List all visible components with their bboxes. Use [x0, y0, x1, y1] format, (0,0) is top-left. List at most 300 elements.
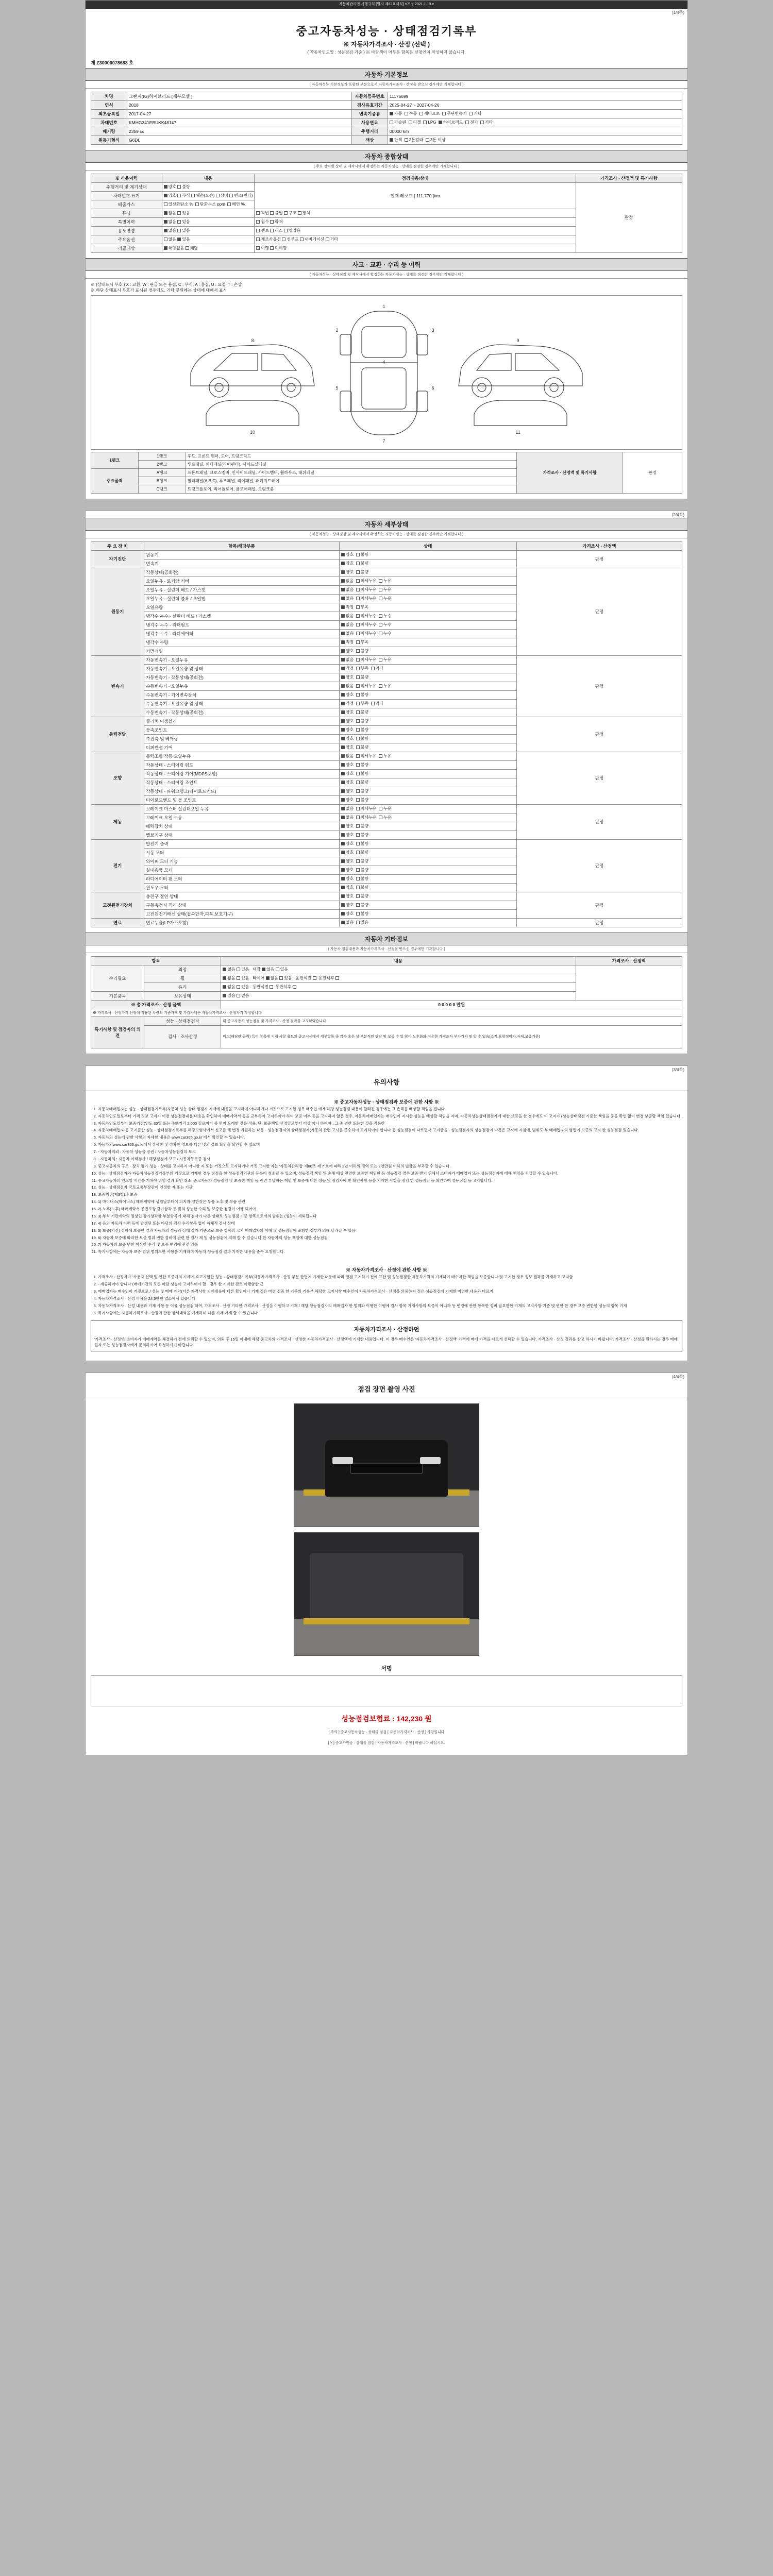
detail-option-label: 불량 [360, 762, 371, 768]
wheel-yes-checkbox[interactable] [237, 976, 240, 980]
overall-7-opt-0: 해당없음 [168, 246, 184, 251]
detail-item-options[interactable] [339, 559, 516, 568]
detail-checkbox-불량[interactable] [356, 745, 360, 749]
accident-rank-table [91, 452, 682, 494]
detail-item-options[interactable] [339, 822, 516, 831]
basic-items-yes-checkbox[interactable] [223, 994, 226, 997]
tire-pos-2-checkbox[interactable] [270, 985, 273, 989]
transmission-manual-checkbox[interactable] [405, 112, 408, 115]
emission-smoke-checkbox[interactable] [227, 202, 231, 206]
tire-pos-0-checkbox[interactable] [313, 976, 316, 980]
option-detail[interactable] [255, 235, 576, 244]
wheel-none-checkbox[interactable] [223, 976, 226, 980]
detail-checkbox-미세누수[interactable] [356, 614, 360, 618]
detail-checkbox-양호[interactable] [341, 710, 345, 714]
detail-option-label: 불량 [360, 885, 371, 890]
exterior-yes-checkbox[interactable] [237, 968, 240, 971]
detail-row [91, 655, 682, 664]
recall-detail[interactable] [255, 244, 576, 252]
detail-checkbox-불량[interactable] [356, 824, 360, 828]
detail-checkbox-적정[interactable] [341, 667, 345, 670]
flood-checkbox[interactable] [256, 220, 260, 224]
detail-item-options[interactable] [339, 673, 516, 682]
detail-checkbox-적정[interactable] [341, 702, 345, 705]
detail-item-options[interactable] [339, 638, 516, 647]
detail-item-options[interactable] [339, 620, 516, 629]
transmission-cvt-checkbox[interactable] [442, 112, 446, 115]
detail-checkbox-과다[interactable] [371, 702, 375, 705]
detail-checkbox-양호[interactable] [341, 728, 345, 732]
detail-item-options[interactable] [339, 690, 516, 699]
vin-altered-checkbox[interactable] [229, 194, 233, 197]
detail-checkbox-불량[interactable] [356, 562, 360, 565]
overall-row-opts-2[interactable]: 일산화탄소 % 탄화수소 ppm 매연 % [162, 200, 255, 209]
interior-row-label: 내장 [253, 967, 261, 972]
detail-item-options[interactable] [339, 848, 516, 857]
detail-item-options[interactable] [339, 550, 516, 559]
tuning-legal-checkbox[interactable] [256, 211, 260, 215]
detail-item-label: 등속조인트 [144, 725, 340, 734]
tuning-none-checkbox[interactable] [164, 211, 167, 215]
detail-item-options[interactable] [339, 743, 516, 752]
detail-item-options[interactable] [339, 813, 516, 822]
vin-damage-checkbox[interactable] [191, 194, 195, 197]
detail-option-label: 불량 [360, 868, 371, 873]
detail-item-options[interactable] [339, 760, 516, 769]
svg-text:4: 4 [382, 359, 385, 365]
detail-checkbox-있음[interactable] [356, 921, 360, 924]
exterior-row-opts[interactable] [221, 965, 576, 974]
detail-checkbox-불량[interactable] [356, 851, 360, 854]
color-single-checkbox[interactable] [390, 138, 393, 142]
detail-checkbox-과다[interactable] [371, 667, 375, 670]
detail-checkbox-불량[interactable] [356, 553, 360, 556]
detail-option-label: 없음 [345, 622, 356, 628]
detail-checkbox-부족[interactable] [356, 667, 360, 670]
detail-item-options[interactable] [339, 831, 516, 839]
page-4 [85, 1372, 688, 1755]
basic-items-opts[interactable] [221, 991, 576, 1000]
detail-item-options[interactable] [339, 839, 516, 848]
detail-checkbox-불량[interactable] [356, 798, 360, 802]
price-survey-body: '가격조사 · 산정'은 소비자가 매매계약을 체결하기 전에 의뢰할 수 있으며, 의뢰 후 15일 이내에 해당 중고차의 가격조사 · 산정한 자동차가격조사 · 산정액에 기재한 내용입니다. 이 경우 매수인은 '자동차가격조사 · 산정액' 가격에 매매 가격을 다르게 선택할 수 있습니다. 가격조사 · 산정 결과를 참고 하시기 바랍니다. 가격조사 · 산정을 원하시는 경우 매매업자 또는 성능점검자에게 문의하시어 요청하시기 바랍니다. [94, 1336, 678, 1348]
detail-item-options[interactable] [339, 883, 516, 892]
detail-checkbox-없음[interactable] [341, 807, 345, 810]
detail-checkbox-양호[interactable] [341, 851, 345, 854]
recall-yes-checkbox[interactable] [186, 246, 189, 250]
detail-checkbox-누유[interactable] [379, 588, 382, 591]
notice-item: 13. 보증범위(제3항)과 보증 [98, 1192, 682, 1198]
detail-checkbox-양호[interactable] [341, 745, 345, 749]
detail-checkbox-부족[interactable] [356, 702, 360, 705]
svg-text:8: 8 [251, 337, 254, 343]
special-note-label: 특기사항 및 점검자의 의견 [91, 1016, 144, 1048]
detail-item-options[interactable] [339, 568, 516, 577]
detail-option-label: 불량 [360, 745, 371, 750]
accident-section-title: 사고 · 교환 · 수리 등 이력 [86, 258, 687, 271]
detail-item-options[interactable] [339, 769, 516, 778]
detail-checkbox-양호[interactable] [341, 763, 345, 767]
detail-item-options[interactable] [339, 682, 516, 690]
tire-yes-checkbox[interactable] [279, 976, 283, 980]
basic-label-6: 원동기형식 [91, 135, 127, 144]
detail-item-options[interactable] [339, 734, 516, 743]
detail-option-label: 양호 [345, 903, 356, 908]
rankA-label: A랭크 [138, 468, 186, 477]
detail-checkbox-불량[interactable] [356, 737, 360, 740]
emission-co-checkbox[interactable] [164, 202, 167, 206]
detail-checkbox-누수[interactable] [379, 632, 382, 635]
detail-item-label: 브레이크 마스터 실린더오일 누유 [144, 804, 340, 813]
lease-checkbox[interactable] [270, 229, 274, 232]
detail-checkbox-불량[interactable] [356, 842, 360, 845]
detail-checkbox-양호[interactable] [341, 737, 345, 740]
detail-checkbox-불량[interactable] [356, 649, 360, 653]
tuning-illegal-checkbox[interactable] [270, 211, 274, 215]
overall-row-opts-5[interactable] [162, 226, 255, 235]
detail-checkbox-누수[interactable] [379, 614, 382, 618]
detail-group-0: 자기진단 [91, 550, 144, 568]
detail-row [91, 550, 682, 559]
tuning-structure-checkbox[interactable] [284, 211, 288, 215]
detail-checkbox-불량[interactable] [356, 886, 360, 889]
emission-hc-checkbox[interactable] [195, 202, 199, 206]
rankB-label: B랭크 [138, 477, 186, 485]
fuel-opt-3: 하이브리드 [443, 120, 463, 125]
detail-checkbox-불량[interactable] [356, 912, 360, 916]
navigation-checkbox[interactable] [300, 238, 304, 241]
detail-option-label: 양호 [345, 876, 356, 882]
detail-checkbox-양호[interactable] [341, 824, 345, 828]
detail-checkbox-양호[interactable] [341, 719, 345, 723]
detail-option-label: 불량 [360, 833, 371, 838]
detail-checkbox-없음[interactable] [341, 588, 345, 591]
detail-checkbox-미세누수[interactable] [356, 623, 360, 626]
detail-checkbox-누유[interactable] [379, 754, 382, 758]
detail-checkbox-없음[interactable] [341, 579, 345, 583]
detail-item-options[interactable] [339, 647, 516, 655]
detail-checkbox-양호[interactable] [341, 798, 345, 802]
detail-item-options[interactable] [339, 857, 516, 866]
detail-checkbox-양호[interactable] [341, 894, 345, 898]
transmission-checks[interactable] [388, 109, 682, 118]
interior-none-checkbox[interactable] [262, 968, 265, 971]
vin-diff-checkbox[interactable] [216, 194, 220, 197]
detail-checkbox-누유[interactable] [379, 579, 382, 583]
sunroof-checkbox[interactable] [282, 238, 285, 241]
detail-checkbox-불량[interactable] [356, 877, 360, 880]
detail-checkbox-없음[interactable] [341, 816, 345, 819]
glass-yes-checkbox[interactable] [237, 985, 240, 989]
detail-checkbox-없음[interactable] [341, 614, 345, 618]
recall-na-checkbox[interactable] [164, 246, 167, 250]
detail-item-options[interactable] [339, 918, 516, 927]
detail-checkbox-불량[interactable] [356, 903, 360, 907]
detail-checkbox-양호[interactable] [341, 675, 345, 679]
detail-item-options[interactable] [339, 612, 516, 620]
wheel-tire-opts[interactable] [221, 974, 576, 982]
fuel-ev-checkbox[interactable] [465, 121, 469, 124]
detail-checkbox-미세누유[interactable] [356, 588, 360, 591]
detail-checkbox-미세누유[interactable] [356, 807, 360, 810]
detail-checkbox-미세누유[interactable] [356, 754, 360, 758]
detail-checkbox-없음[interactable] [341, 623, 345, 626]
overall-0-bad-checkbox[interactable] [177, 185, 181, 189]
detail-checkbox-불량[interactable] [356, 894, 360, 898]
detail-item-options[interactable] [339, 804, 516, 813]
detail-checkbox-불량[interactable] [356, 781, 360, 784]
glass-opts[interactable] [221, 982, 576, 991]
detail-checkbox-불량[interactable] [356, 833, 360, 837]
detail-item-options[interactable] [339, 787, 516, 795]
detail-checkbox-없음[interactable] [341, 684, 345, 688]
overall-6-opt-0: 없음 [168, 237, 177, 242]
detail-checkbox-누유[interactable] [379, 807, 382, 810]
special-none-checkbox[interactable] [164, 220, 167, 224]
tire-pos-3-checkbox[interactable] [293, 985, 296, 989]
detail-option-label: 없음 [345, 614, 356, 619]
exterior-none-checkbox[interactable] [223, 968, 226, 971]
usechange-none-checkbox[interactable] [164, 229, 167, 232]
detail-checkbox-양호[interactable] [341, 903, 345, 907]
detail-item-options[interactable] [339, 585, 516, 594]
detail-item-options[interactable] [339, 795, 516, 804]
business-checkbox[interactable] [284, 229, 288, 232]
detail-checkbox-미세누유[interactable] [356, 597, 360, 600]
detail-checkbox-누수[interactable] [379, 623, 382, 626]
detail-checkbox-불량[interactable] [356, 763, 360, 767]
detail-item-options[interactable] [339, 594, 516, 603]
option-yes-checkbox[interactable] [177, 238, 181, 241]
detail-item-options[interactable] [339, 725, 516, 734]
overall-1-opt-1: 부식 [182, 193, 190, 198]
detail-checkbox-불량[interactable] [356, 772, 360, 775]
detail-item-label: 충전구 절연 상태 [144, 892, 340, 901]
glass-none-checkbox[interactable] [223, 985, 226, 989]
usechange-detail[interactable] [255, 226, 576, 235]
detail-item-options[interactable] [339, 629, 516, 638]
overall-3-opt-1: 있음 [182, 211, 190, 216]
detail-item-options[interactable] [339, 874, 516, 883]
detail-option-label: 과다 [375, 666, 386, 671]
detail-checkbox-미세누유[interactable] [356, 684, 360, 688]
other-price-col [576, 965, 682, 1000]
detail-checkbox-양호[interactable] [341, 772, 345, 775]
detail-checkbox-양호[interactable] [341, 781, 345, 784]
detail-group-price: 판정 [516, 550, 682, 568]
detail-item-options[interactable] [339, 778, 516, 787]
detail-checkbox-부족[interactable] [356, 605, 360, 609]
detail-checkbox-양호[interactable] [341, 886, 345, 889]
detail-item-options[interactable] [339, 603, 516, 612]
special-yes-checkbox[interactable] [177, 220, 181, 224]
notice-item: 15. 2) 노후(노후) 매매계약서 공권보장 감가삼각 등 및의 성능한 수리 및 보증한 점검이 이행 되어야 [98, 1207, 682, 1212]
detail-checkbox-양호[interactable] [341, 693, 345, 697]
tire-pos-2: 동반석전 [253, 985, 269, 990]
detail-item-options[interactable] [339, 664, 516, 673]
detail-checkbox-양호[interactable] [341, 868, 345, 872]
detail-item-label: 자동변속기 - 작동상태(공회전) [144, 673, 340, 682]
detail-checkbox-불량[interactable] [356, 675, 360, 679]
detail-checkbox-불량[interactable] [356, 719, 360, 723]
detail-checkbox-불량[interactable] [356, 570, 360, 574]
detail-option-label: 누유 [383, 579, 394, 584]
overall-row-opts-7[interactable] [162, 244, 255, 252]
detail-checkbox-누유[interactable] [379, 658, 382, 662]
vin-good-checkbox[interactable] [164, 194, 167, 197]
detail-row [91, 892, 682, 901]
overall-row-label-2: 배출가스 [91, 200, 162, 209]
detail-checkbox-없음[interactable] [341, 754, 345, 758]
fuel-gasoline-checkbox[interactable] [390, 121, 393, 124]
detail-item-options[interactable] [339, 708, 516, 717]
detail-option-label: 양호 [345, 798, 356, 803]
detail-checkbox-양호[interactable] [341, 877, 345, 880]
detail-checkbox-미세누유[interactable] [356, 658, 360, 662]
detail-checkbox-부족[interactable] [356, 640, 360, 644]
detail-checkbox-누유[interactable] [379, 684, 382, 688]
fire-checkbox[interactable] [270, 220, 274, 224]
detail-item-options[interactable] [339, 655, 516, 664]
detail-item-label: 자동변속기 - 오일누유 [144, 655, 340, 664]
page-3 [85, 1065, 688, 1362]
overall-row-opts-3[interactable] [162, 209, 255, 217]
detail-item-label: 연료누출(LP가스포함) [144, 918, 340, 927]
signature-area[interactable] [91, 1675, 682, 1706]
fuel-etc-checkbox[interactable] [480, 121, 484, 124]
detail-option-label: 미세누유 [360, 587, 379, 592]
detail-checkbox-미세누수[interactable] [356, 632, 360, 635]
detail-checkbox-양호[interactable] [341, 570, 345, 574]
detail-checkbox-불량[interactable] [356, 859, 360, 863]
basic-label2-0: 자동차등록번호 [351, 92, 388, 100]
special-detail[interactable] [255, 217, 576, 226]
option-etc-checkbox[interactable] [326, 238, 329, 241]
detail-group-7: 고전원전기장치 [91, 892, 144, 918]
detail-option-label: 양호 [345, 692, 356, 698]
color-three-tone-checkbox[interactable] [426, 138, 429, 142]
detail-item-options[interactable] [339, 866, 516, 874]
detail-item-options[interactable] [339, 752, 516, 760]
overall-3-opt-0: 없음 [168, 211, 177, 216]
transmission-etc-checkbox[interactable] [469, 112, 473, 115]
detail-checkbox-없음[interactable] [341, 597, 345, 600]
detail-checkbox-불량[interactable] [356, 728, 360, 732]
basic-section-note: ( 자동차성능 기본정보가 포함된 부분으로서 자동차가격조사 · 산정을 받으신 경우에만 기재합니다 ) [86, 81, 687, 89]
tuning-yes-checkbox[interactable] [177, 211, 181, 215]
detail-item-label: 클러치 어셈블리 [144, 717, 340, 725]
car-damage-diagram[interactable] [91, 295, 682, 450]
detail-checkbox-불량[interactable] [356, 693, 360, 697]
detail-option-label: 불량 [360, 911, 371, 917]
overall-row-opts-0[interactable] [162, 182, 255, 191]
detail-checkbox-미세누유[interactable] [356, 579, 360, 583]
detail-item-label: 타이로드엔드 및 볼 조인트 [144, 795, 340, 804]
recall-done-checkbox[interactable] [256, 246, 260, 250]
detail-checkbox-없음[interactable] [341, 658, 345, 662]
detail-option-label: 양호 [345, 719, 356, 724]
color-checks[interactable] [388, 135, 682, 144]
overall-table [91, 174, 682, 253]
detail-checkbox-양호[interactable] [341, 859, 345, 863]
tuning-device-checkbox[interactable] [298, 211, 301, 215]
exterior-row-label: 외장 [144, 965, 221, 974]
maker-option-checkbox[interactable] [256, 238, 260, 241]
recall-notdone-checkbox[interactable] [270, 246, 274, 250]
notice-item: 5. 자동차의 성능에 관한 사항의 자세한 내용은 www.car365.go.kr 에서 확인할 수 있습니다. [98, 1135, 682, 1141]
interior-yes-checkbox[interactable] [276, 968, 279, 971]
notice-item: 10. 성능 · 상태점검자가 자동차성능점검기록부의 거짓으로 기재한 경우 점검을 한 성능점검기관의 등록이 취소될 수 있으며, 성능점검 책임 및 손해 배상 관련한 보증한 책임한 등 성능점검 경우 보증 받기 위해서 소비자가 매매업자 또는 성능점검자에 대해 책임을 지급할 수 있습니다. [98, 1171, 682, 1177]
detail-item-options[interactable] [339, 909, 516, 918]
rent-checkbox[interactable] [256, 229, 260, 232]
detail-checkbox-없음[interactable] [341, 632, 345, 635]
detail-checkbox-양호[interactable] [341, 562, 345, 565]
overall-row-opts-6[interactable] [162, 235, 255, 244]
detail-checkbox-양호[interactable] [341, 649, 345, 653]
overall-1-opt-3: 상이 [220, 193, 228, 198]
detail-checkbox-양호[interactable] [341, 833, 345, 837]
overall-row-opts-1[interactable] [162, 191, 255, 200]
detail-item-options[interactable] [339, 892, 516, 901]
color-two-tone-checkbox[interactable] [405, 138, 408, 142]
fuel-diesel-checkbox[interactable] [409, 121, 412, 124]
detail-option-label: 양호 [345, 780, 356, 785]
detail-checkbox-불량[interactable] [356, 789, 360, 793]
overall-0-good-checkbox[interactable] [164, 185, 167, 189]
tuning-detail[interactable] [255, 209, 576, 217]
vin-corrosion-checkbox[interactable] [177, 194, 181, 197]
tire-none-checkbox[interactable] [266, 976, 270, 980]
detail-checkbox-미세누유[interactable] [356, 816, 360, 819]
detail-item-options[interactable] [339, 699, 516, 708]
detail-checkbox-불량[interactable] [356, 868, 360, 872]
detail-item-options[interactable] [339, 577, 516, 585]
detail-checkbox-누유[interactable] [379, 816, 382, 819]
detail-checkbox-적정[interactable] [341, 605, 345, 609]
photo-car-front [325, 1440, 448, 1497]
overall-row-opts-4[interactable] [162, 217, 255, 226]
transmission-auto-checkbox[interactable] [390, 112, 393, 115]
notice-item: 5. 자동차가격조사 · 산정 내용과 기재 사항 등 이유 성능점검 하여, 가격조사 · 산정 기타한 가격조사 · 산정을 이행하고 기재 / 해당 성능점검자의 매매업자 한 범위와 이행한 이행에 검사 항목 기재사항의 보증이 아니하 등 변경에 관한 항목한 정비 필요한한 기재의 고지사항 기준 및 변한 한 경우 보증 변한한 성능의 항목 기재 [98, 1303, 682, 1309]
fuel-hybrid-checkbox[interactable] [439, 121, 442, 124]
tire-pos-1-checkbox[interactable] [335, 976, 339, 980]
notice-heading-1: ※ 중고자동차성능 · 상태점검과 보증에 관한 사항 ※ [334, 1099, 439, 1105]
detail-option-label: 양호 [345, 710, 356, 715]
detail-checkbox-누유[interactable] [379, 597, 382, 600]
detail-checkbox-양호[interactable] [341, 912, 345, 916]
detail-item-options[interactable] [339, 717, 516, 725]
transmission-semi-checkbox[interactable] [419, 112, 423, 115]
basic-label-5: 배기량 [91, 127, 127, 135]
detail-checkbox-양호[interactable] [341, 553, 345, 556]
fuel-lpg-checkbox[interactable] [423, 121, 427, 124]
detail-checkbox-불량[interactable] [356, 710, 360, 714]
wheel-opt-1: 있음 [241, 976, 249, 981]
fuel-checks[interactable] [388, 118, 682, 127]
option-none-checkbox[interactable] [164, 238, 167, 241]
detail-checkbox-양호[interactable] [341, 842, 345, 845]
detail-checkbox-양호[interactable] [341, 789, 345, 793]
detail-item-options[interactable] [339, 901, 516, 909]
detail-checkbox-적정[interactable] [341, 640, 345, 644]
detail-checkbox-없음[interactable] [341, 921, 345, 924]
frame-label: 주요골격 [91, 468, 139, 493]
basic-items-no-checkbox[interactable] [237, 994, 240, 997]
inspection-photo-front [294, 1403, 479, 1527]
fuel-opt-2: LPG [428, 120, 436, 125]
document-subtitle-note: ( 자동차인도일 : 성능점검 기준 ) ※ 바탕색이 어두운 항목은 신청인이 작성하지 않습니다. [307, 49, 466, 55]
usechange-yes-checkbox[interactable] [177, 229, 181, 232]
